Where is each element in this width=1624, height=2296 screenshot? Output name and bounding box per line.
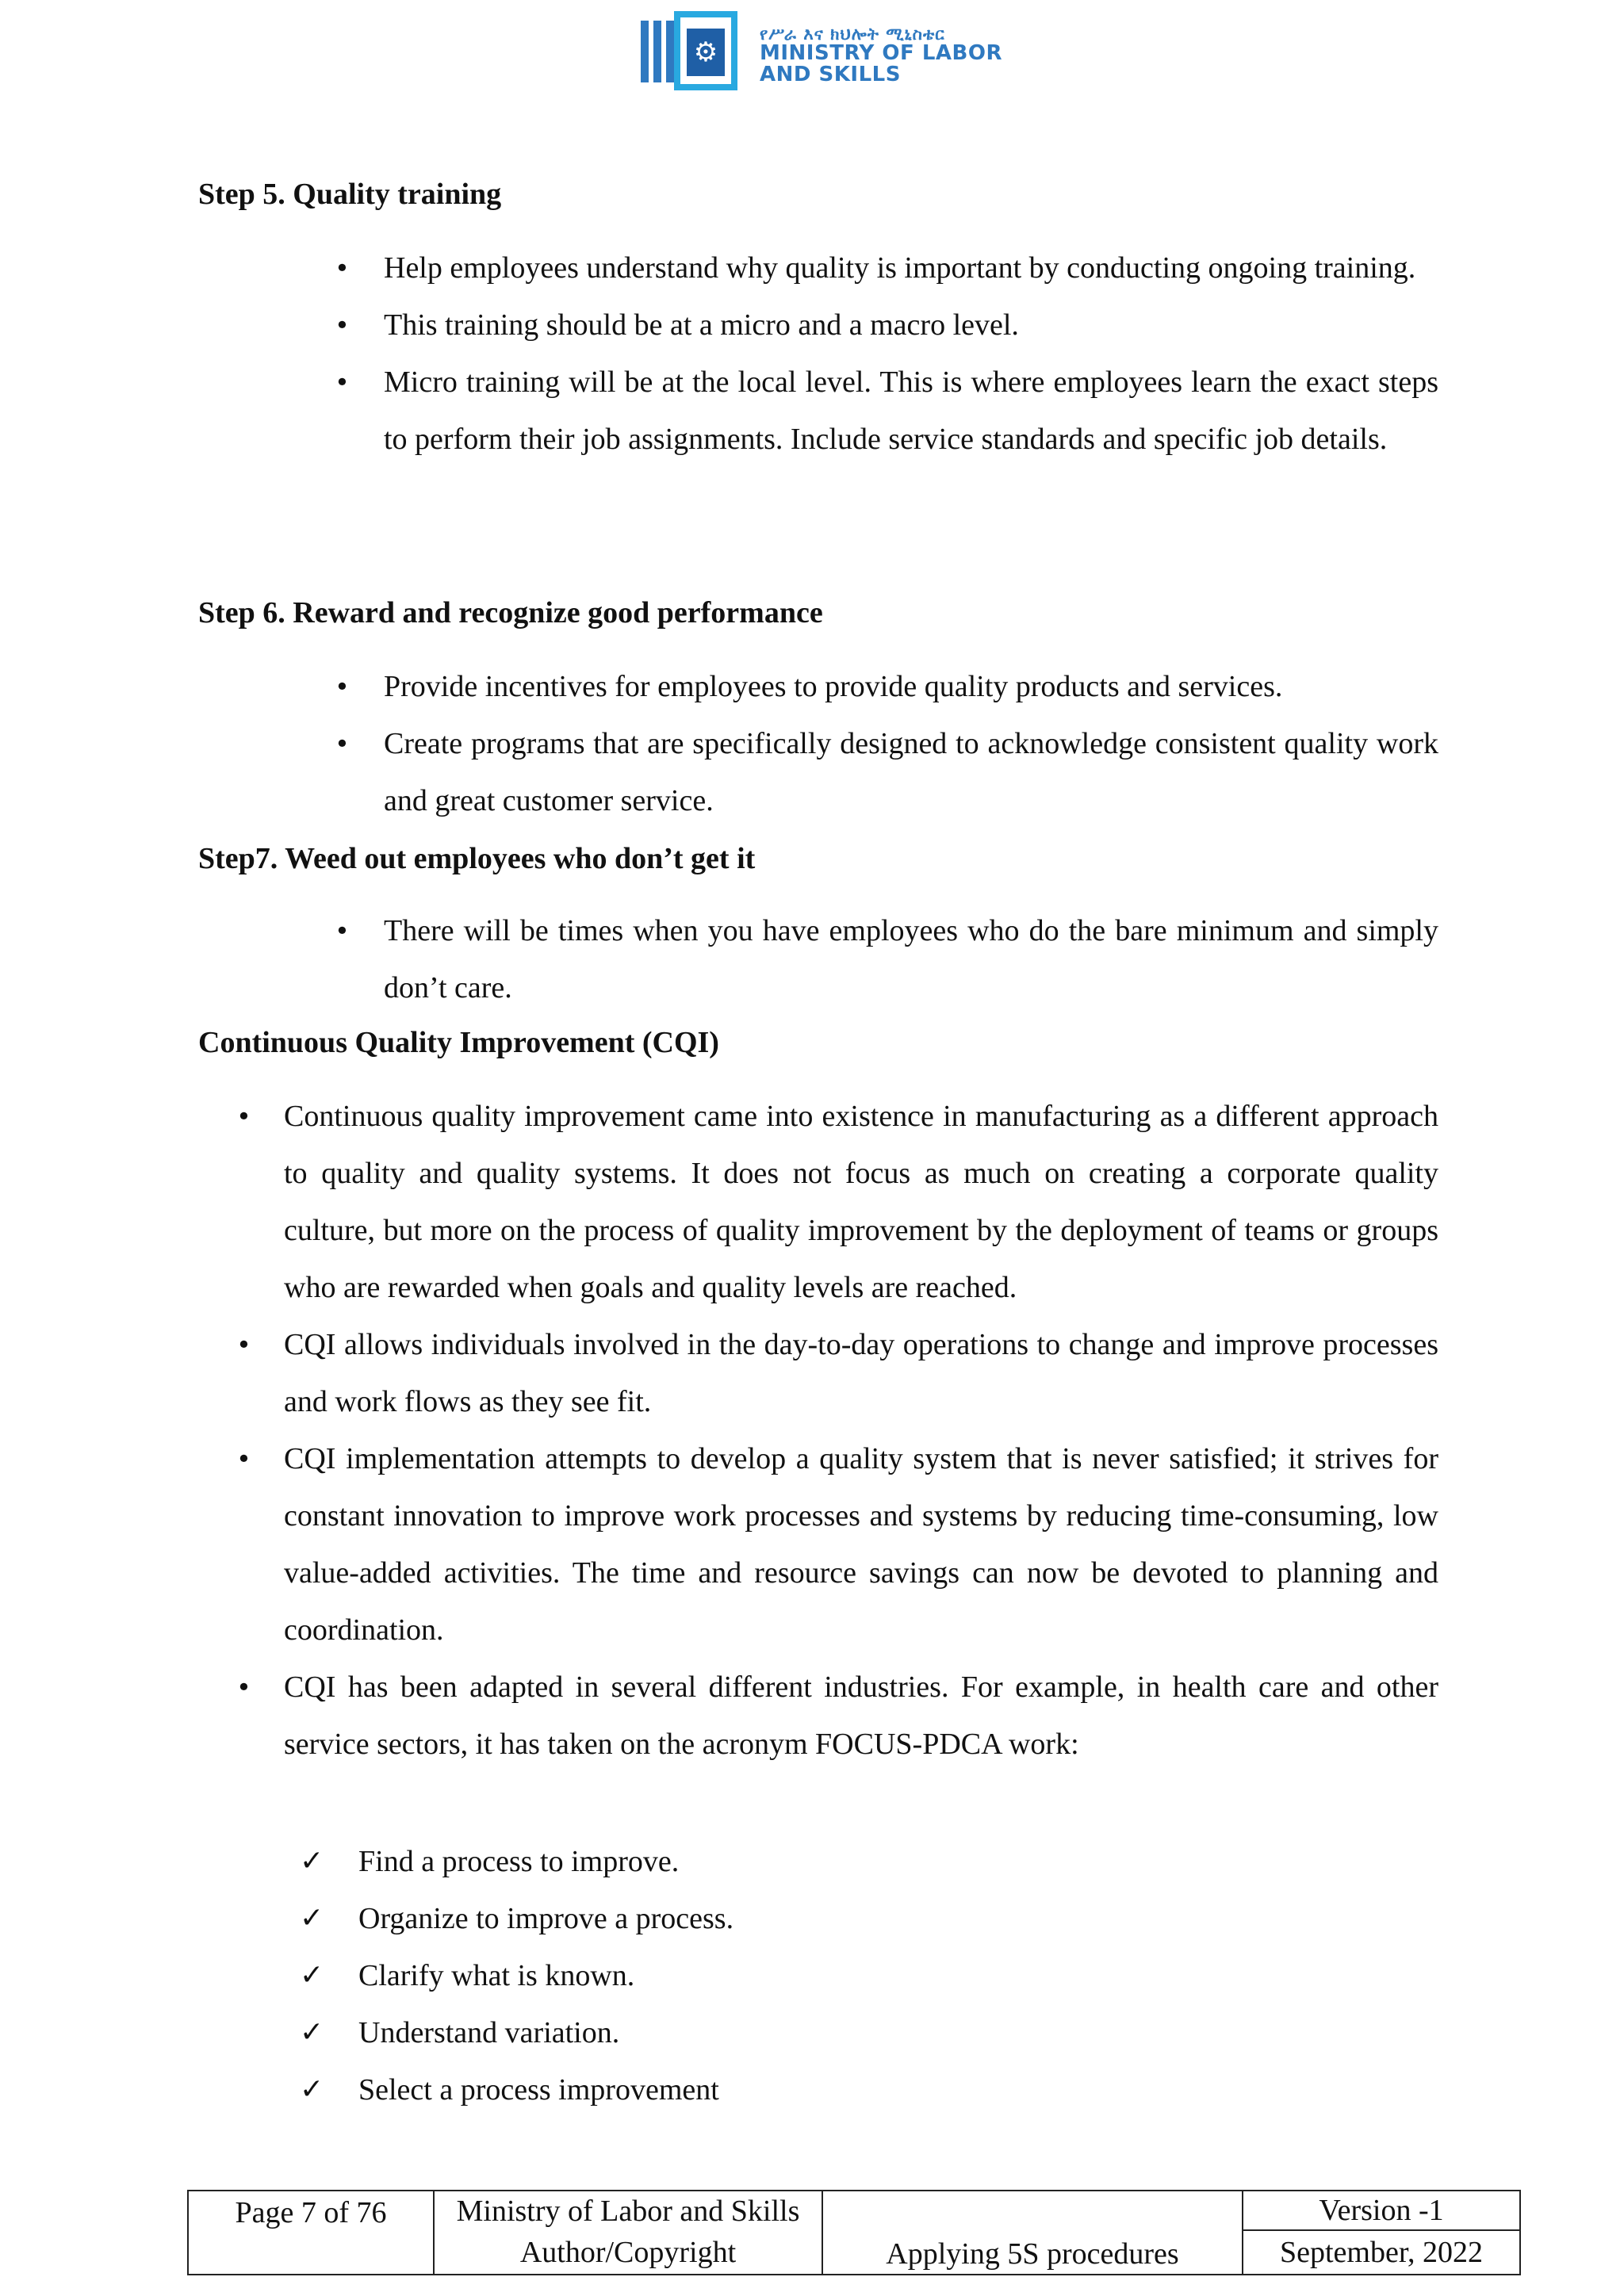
bullet-icon: • [335,916,350,946]
checkmark-icon: ✓ [300,2016,324,2049]
bullet-icon: • [335,253,350,283]
checkmark-icon: ✓ [300,1902,324,1934]
list-item: • This training should be at a micro and a macro level. [384,297,1438,354]
bullet-icon: • [236,1444,251,1474]
logo-line-2: AND SKILLS [760,63,901,87]
step7-heading: Step7. Weed out employees who don’t get it [198,842,756,875]
checklist-item: ✓ Understand variation. [358,2004,733,2061]
step7-bullets [335,902,1438,1016]
bullet-icon: • [236,1101,251,1131]
ministry-logo [634,2,1015,98]
list-item: • CQI allows individuals involved in the day-to-day operations to change and improve processes and work flows as they see fit. [284,1316,1438,1430]
step5-bullets [335,239,1438,468]
cqi-bullets [236,1088,1438,1773]
checklist-item: ✓ Select a process improvement [358,2061,733,2118]
list-item: • CQI implementation attempts to develop a quality system that is never satisfied; it strives for constant innovation to improve work processes and systems by reducing time-consuming, low value-added activities. The time and resource savings can now be devoted to planning and coordination. [284,1430,1438,1659]
checklist-item: ✓ Find a process to improve. [358,1833,733,1890]
footer-module-title: Applying 5S procedures [822,2191,1243,2275]
checkmark-icon: ✓ [300,1845,324,1877]
footer-version: Version -1 [1243,2191,1520,2230]
bullet-icon: • [236,1672,251,1702]
bullet-icon: • [236,1330,251,1360]
footer-org: Ministry of Labor and Skills [434,2191,822,2230]
step5-heading: Step 5. Quality training [198,178,502,211]
page-footer [187,2190,1521,2275]
bullet-icon: • [335,729,350,759]
gear-icon: ⚙ [687,29,725,76]
list-item: • CQI has been adapted in several different industries. For example, in health care and other service sectors, it has taken on the acronym FOCUS-PDCA work: [284,1659,1438,1773]
list-item: • Provide incentives for employees to provide quality products and services. [384,658,1438,715]
logo-amharic-text: የሥራ እና ክህሎት ሚኒስቴር [760,25,945,44]
step6-bullets [335,658,1438,829]
list-item: • Micro training will be at the local level. This is where employees learn the exact steps to perform their job assignments. Include service standards and specific job details. [384,354,1438,468]
bullet-icon: • [335,672,350,702]
bullet-icon: • [335,310,350,340]
checkmark-icon: ✓ [300,2073,324,2106]
checklist-item: ✓ Clarify what is known. [358,1947,733,2004]
focus-pdca-checklist [300,1833,734,2118]
list-item: • Help employees understand why quality is important by conducting ongoing training. [384,239,1438,297]
footer-copyright: Author/Copyright [434,2230,822,2275]
list-item: • Create programs that are specifically designed to acknowledge consistent quality work and great customer service. [384,715,1438,829]
logo-frame [674,11,737,90]
list-item: • There will be times when you have employees who do the bare minimum and simply don’t care. [384,902,1438,1016]
step6-heading: Step 6. Reward and recognize good performance [198,596,823,629]
logo-line-1: MINISTRY OF LABOR [760,41,1002,66]
logo-text [760,25,1002,86]
footer-page-number: Page 7 of 76 [188,2191,434,2275]
checklist-item: ✓ Organize to improve a process. [358,1890,733,1947]
footer-date: September, 2022 [1243,2230,1520,2275]
list-item: • Continuous quality improvement came into existence in manufacturing as a different approach to quality and quality systems. It does not focus as much on creating a corporate quality culture, but more on the process of quality improvement by the deployment of teams or groups who are rewarded when goals and quality levels are reached. [284,1088,1438,1316]
logo-mark [634,6,745,92]
checkmark-icon: ✓ [300,1959,324,1992]
bullet-icon: • [335,367,350,397]
cqi-heading: Continuous Quality Improvement (CQI) [198,1026,719,1059]
